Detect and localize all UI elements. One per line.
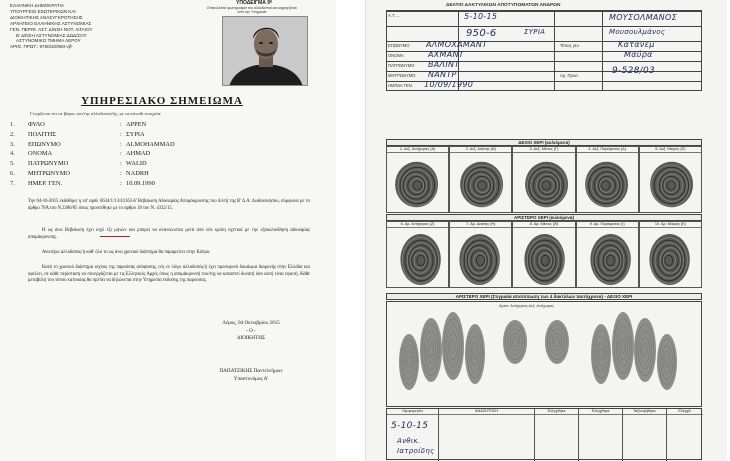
field-value: AHMAD: [126, 150, 151, 158]
right-hand-title: ΔΕΞΙΟ ΧΕΡΙ (κυλιόμενα): [386, 139, 702, 146]
letterhead-line: ΥΠΟΥΡΓΕΙΟ ΕΣΩΤΕΡΙΚΩΝ ΚΑΙ: [10, 8, 76, 14]
service-memo-page: [0, 0, 336, 461]
field-label: ΜΗΤΡΩΝΥΜΟ: [28, 169, 71, 177]
hw-mother: ΝΑΝΤΡ: [428, 70, 457, 79]
bottom-col-head: ΑΝΑΖΗΤΗΣΗ: [439, 409, 534, 415]
finger-label: 3. Δεξ. Μέσος (Γ): [513, 147, 574, 153]
fingerprint-impression: [387, 222, 450, 289]
bottom-col-head: Ελέγχθηκε: [535, 409, 578, 415]
hw-bottom-sig: Ανθικ.: [397, 437, 421, 445]
finger-label: 8. Αρ. Μέσος (Θ): [513, 222, 574, 228]
field-row: 3. ΕΠΩΝΥΜΟ : ALMOHAMMAD: [10, 140, 175, 148]
hw-date: 5-10-15: [464, 12, 498, 21]
bottom-col-head: Ταξινομήθηκε: [623, 409, 666, 415]
field-row: 6. ΜΗΤΡΩΝΥΜΟ : NADRH: [10, 169, 149, 177]
hw-tr1: ΣΥΡΙΑ: [524, 28, 546, 36]
fingerprint-cell: [639, 221, 702, 288]
fingerprint-impression: [640, 147, 703, 214]
hw-father: ΒΑΛΙΝΤ: [428, 60, 460, 69]
surname-label: ΕΠΩΝΥΜΟ: [388, 43, 410, 48]
finger-label: 9. Αρ. Παράμεσος (Ι): [577, 222, 638, 228]
field-value: ΣΥΡΙΑ: [126, 130, 145, 138]
bottom-col: [623, 409, 667, 461]
field-row: 2. ΠΟΛΙΤΗΣ : ΣΥΡΙΑ: [10, 130, 145, 138]
fingerprint-impression: [450, 222, 513, 289]
flat-print: [503, 320, 527, 364]
flat-print: [545, 320, 569, 364]
finger-label: 7. Αρ. Δείκτης (Η): [450, 222, 511, 228]
hw-dob: 10/09/1990: [424, 80, 474, 89]
field-row: 7. ΗΜΕΡ. ΓΕΝ. : 10.09.1990: [10, 179, 155, 187]
flat-print: [465, 324, 485, 384]
field-row: 5. ΠΑΤΡΩΝΥΜΟ : WALID: [10, 160, 147, 168]
card-title: ΔΕΛΤΙΟ ΔΑΚΤΥΛΙΚΩΝ ΑΠΟΤΥΠΩΜΑΤΩΝ ΑΝΔΡΩΝ: [446, 3, 561, 8]
fingerprint-impression: [387, 147, 450, 214]
thumbs-label: Αριστ. Αντίχειρας Δεξ. Αντίχειρας: [499, 304, 554, 308]
letterhead-line: ΔΙΟΙΚΗΤΙΚΗΣ ΑΝΑΣΥΓΚΡΟΤΗΣΗΣ: [10, 14, 83, 20]
flat-print: [591, 324, 611, 384]
name-label: ΟΝΟΜΑ: [388, 53, 404, 58]
hw-surname: ΑΛΜΟΧΑΜΑΝΤ: [426, 40, 488, 49]
field-value: ΑΡΡΕΝ: [126, 121, 147, 128]
annex-subtitle: Επικολλάται φωτογραφία του αλλοδαπού και σφραγίζεται από την Υπηρεσία: [207, 6, 297, 15]
memo-intro: Γνωρίζεται ότι σε βάρος του/της αλλοδαπού/ής, με τα κάτωθι στοιχεία:: [30, 111, 162, 116]
flat-impressions: [387, 302, 703, 408]
hw-tr2: ΜΟΥΣΟΛΜΑΝΟΣ: [609, 13, 677, 22]
finger-label: 5. Δεξ. Μικρός (Ε): [640, 147, 701, 153]
flat-print: [634, 318, 656, 382]
field-row: 4. ΟΝΟΜΑ : AHMAD: [10, 150, 151, 158]
memo-title: ΥΠΗΡΕΣΙΑΚΟ ΣΗΜΕΙΩΜΑ: [81, 95, 243, 107]
id-photo: [222, 16, 308, 86]
signatory-role: - Ο -: [246, 328, 256, 334]
fingerprint-impression: [450, 147, 513, 214]
fingerprint-cell: [386, 146, 449, 213]
fingerprint-cell: [576, 221, 639, 288]
fingerprint-cell: [386, 221, 449, 288]
letterhead-line: ΑΡΧΗΓΕΙΟ ΕΛΛΗΝΙΚΗΣ ΑΣΤΥΝΟΜΙΑΣ: [10, 20, 92, 26]
hw-tr5: Μαύρα: [624, 50, 653, 59]
fingerprint-impression: [577, 222, 640, 289]
fingerprint-impression: [513, 147, 576, 214]
bottom-col: [535, 409, 579, 461]
signatory-rank: Υπαστυνόμος Α': [233, 376, 269, 382]
fingerprint-card-page: [365, 0, 727, 461]
bottom-col-head: Ελέγχθηκε: [579, 409, 622, 415]
personal-details: [10, 121, 310, 190]
field-value: WALID: [126, 160, 147, 168]
hw-bottom-date: 5-10-15: [391, 421, 429, 431]
fingerprint-cell: [512, 221, 575, 288]
hw-code: 950-6: [466, 28, 497, 39]
flat-print: [612, 312, 634, 380]
fingerprint-cell: [449, 221, 512, 288]
memo-paragraph: Κατά το χρονικό διάστημα ισχύος της παρούσας απόφασης, ο/η εν λόγω αλλοδαπός/ή έχει προσωρινό δικαίωμα διαμονής στην Ελλάδα και οφείλει, σε κάθε περίσταση να συνεργάζεται με τις Ελληνικές Αρχές όπως η απομάκρυνσή του/της να καταστεί δυνατή όσο αυτή είναι εφικτή. Κάθε μεταβολή του τόπου κατοικίας θα πρέπει να δηλώνεται στην Υπηρεσία έκδοσης της παρούσας.: [28, 265, 310, 284]
field-label: ΠΟΛΙΤΗΣ: [28, 130, 56, 138]
finger-label: 4. Δεξ. Παράμεσος (Δ): [577, 147, 638, 153]
hw-tr3: Μουσουλμάνος: [609, 28, 666, 36]
signatory-name: ΠΑΠΑΤΖΙΚΗΣ Παντελεήμων: [219, 368, 283, 374]
memo-paragraph: Την 04-10-2015 εκδόθηκε η υπ' αριθ. 6634/1/13/43163-δ' Βεβαίωση Αδυναμίας Απομάκρυνσης του Δ/ντή της Β' Δ.Α. Δωδεκανήσου, σύμφωνα με το άρθρο 78Α του Ν.3386/05 όπως προστέθηκε με το άρθρο 18 του Ν. 4332/15.: [28, 199, 310, 211]
memo-letterhead: [10, 3, 160, 50]
dep-label: Α.Τ. ...: [388, 13, 400, 18]
birthplace-label: Τόπος γεν.: [560, 43, 580, 48]
underline-mark: [100, 236, 130, 237]
field-value: 10.09.1990: [126, 179, 155, 187]
flat-print: [657, 334, 677, 390]
fingerprint-cell: [576, 146, 639, 213]
fingerprint-cell: [449, 146, 512, 213]
field-label: ΠΑΤΡΩΝΥΜΟ: [28, 160, 69, 168]
annex-title: ΥΠΟΔΕΙΓΜΑ 9⁰: [236, 0, 272, 6]
flat-print: [420, 318, 442, 382]
bottom-col-head: Ημερομηνία: [387, 409, 438, 415]
finger-label: 10. Αρ. Μικρός (Κ): [640, 222, 701, 228]
memo-paragraph: Η ως άνω Βεβαίωση έχει ισχύ έξι μηνών και μπορεί να ανανεώνεται μετά από νέα κρίση σχετικά με την εξακολούθηση αδυναμίας απομάκρυνσης.: [28, 228, 310, 240]
flat-title: ΑΡΙΣΤΕΡΟ ΧΕΡΙ (Στιγμιαία αποτύπωση των 4 δακτύλων ταυτόχρονα) - ΔΕΞΙΟ ΧΕΡΙ: [386, 293, 702, 300]
bottom-col: [439, 409, 535, 461]
fingerprint-cell: [512, 146, 575, 213]
hw-name: ΑΧΜΑΝΤ: [428, 50, 464, 59]
field-label: ΟΝΟΜΑ: [28, 150, 53, 158]
flat-print: [442, 312, 464, 380]
letterhead-line: Β' Δ/ΝΣΗ ΑΣΤΥΝΟΜΙΑΣ ΔΩΔ/ΣΟΥ: [16, 32, 87, 38]
field-value: NADRH: [126, 169, 149, 177]
flat-print: [399, 334, 419, 390]
dob-label: ΗΜ/ΝΙΑ ΓΕΝ.: [388, 83, 413, 88]
father-label: ΠΑΤΡΩΝΥΜΟ: [388, 63, 415, 68]
hw-tr4: Κατανεμ: [618, 40, 655, 49]
fingerprint-impression: [640, 222, 703, 289]
finger-label: 6. Αρ. Αντίχειρας (Ζ): [387, 222, 448, 228]
mother-label: ΜΗΤΡΩΝΥΜΟ: [388, 73, 416, 78]
letterhead-line: ΕΛΛΗΝΙΚΗ ΔΗΜΟΚΡΑΤΙΑ: [10, 3, 64, 8]
protocol-number: ΑΡΙΘ. ΠΡΩΤ.: 9760/20/950-νβ': [10, 44, 73, 50]
bottom-table: [386, 408, 702, 460]
field-row: 1. ΦΥΛΟ : ΑΡΡΕΝ: [10, 121, 147, 128]
flat-impressions-box: [386, 301, 702, 407]
fingerprint-cell: [639, 146, 702, 213]
place-date: Λέρος, 04 Οκτωβρίου 2015: [222, 320, 280, 326]
hw-bottom-sig2: Ιατροίδης: [397, 447, 435, 455]
fingerprint-impression: [513, 222, 576, 289]
letterhead-line: ΑΣΤΥΝΟΜΙΚΟ ΤΜΗΜΑ ΛΕΡΟΥ: [16, 38, 81, 44]
field-label: ΕΠΩΝΥΜΟ: [28, 140, 61, 148]
memo-paragraph: Ανωτέρω αλλοδαπός/ή καθ' όλο το ως άνω χρονικό διάστημα θα παραμείνει στην Κύπρο.: [42, 250, 211, 255]
left-hand-title: ΑΡΙΣΤΕΡΟ ΧΕΡΙ (κυλιόμενα): [386, 214, 702, 221]
bottom-col-head: Ελέγχθ.: [667, 409, 703, 415]
signatory-title: ΔΙΟΙΚΗΤΗΣ: [237, 335, 265, 341]
finger-label: 2. Δεξ. Δείκτης (Β): [450, 147, 511, 153]
bottom-col: [667, 409, 703, 461]
finger-label: 1. Δεξ. Αντίχειρας (Α): [387, 147, 448, 153]
bottom-col: [579, 409, 623, 461]
fingerprint-impression: [577, 147, 640, 214]
hw-case-no: 9-528/03: [612, 66, 656, 76]
letterhead-line: ΓΕΝ. ΠΕΡΙΦ. ΑΣΤ. Δ/ΝΣΗ ΝΟΤ. ΑΙΓΑΙΟΥ: [10, 26, 93, 32]
field-value: ALMOHAMMAD: [126, 140, 175, 148]
field-label: ΦΥΛΟ: [28, 121, 45, 128]
tx-label: Αρ. Πρωτ.: [560, 73, 579, 78]
field-label: ΗΜΕΡ. ΓΕΝ.: [28, 179, 63, 187]
